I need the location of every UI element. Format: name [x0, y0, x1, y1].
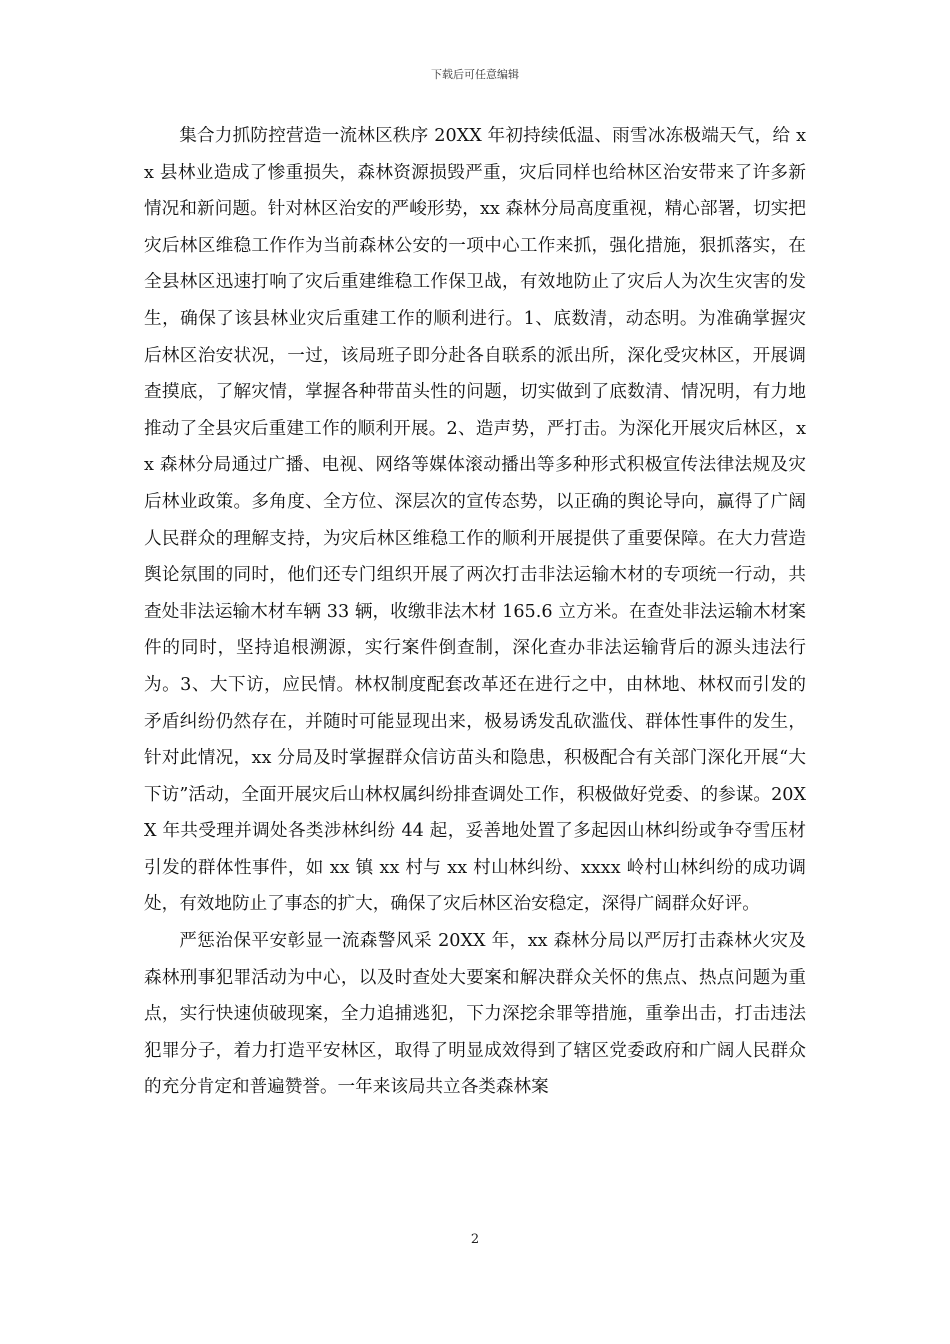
- body-paragraph: 集合力抓防控营造一流林区秩序 20XX 年初持续低温、雨雪冰冻极端天气，给 xx 县林业造成了惨重损失，森林资源损毁严重，灾后同样也给林区治安带来了许多新情况和新问题。针对林区治安的严峻形势，xx 森林分局高度重视，精心部署，切实把灾后林区维稳工作作为当前森林公安的一项中心工作来抓，强化措施，狠抓落实，在全县林区迅速打响了灾后重建维稳工作保卫战，有效地防止了灾后人为次生灾害的发生，确保了该县林业灾后重建工作的顺利进行。1、底数清，动态明。为准确掌握灾后林区治安状况，一过，该局班子即分赴各自联系的派出所，深化受灾林区，开展调查摸底，了解灾情，掌握各种带苗头性的问题，切实做到了底数清、情况明，有力地推动了全县灾后重建工作的顺利开展。2、造声势，严打击。为深化开展灾后林区，xx 森林分局通过广播、电视、网络等媒体滚动播出等多种形式积极宣传法律法规及灾后林业政策。多角度、全方位、深层次的宣传态势，以正确的舆论导向，赢得了广阔人民群众的理解支持，为灾后林区维稳工作的顺利开展提供了重要保障。在大力营造舆论氛围的同时，他们还专门组织开展了两次打击非法运输木材的专项统一行动，共查处非法运输木材车辆 33 辆，收缴非法木材 165.6 立方米。在查处非法运输木材案件的同时，坚持追根溯源，实行案件倒查制，深化查办非法运输背后的源头违法行为。3、大下访，应民情。林权制度配套改革还在进行之中，由林地、林权而引发的矛盾纠纷仍然存在，并随时可能显现出来，极易诱发乱砍滥伐、群体性事件的发生，针对此情况，xx 分局及时掌握群众信访苗头和隐患，积极配合有关部门深化开展“大下访”活动，全面开展灾后山林权属纠纷排查调处工作，积极做好党委、的参谋。20XX 年共受理并调处各类涉林纠纷 44 起，妥善地处置了多起因山林纠纷或争夺雪压材引发的群体性事件，如 xx 镇 xx 村与 xx 村山林纠纷、xxxx 岭村山林纠纷的成功调处，有效地防止了事态的扩大，确保了灾后林区治安稳定，深得广阔群众好评。: [144, 126, 806, 915]
- document-body: [144, 118, 806, 1106]
- page-header: 下载后可任意编辑: [431, 68, 519, 81]
- body-paragraph: 严惩治保平安彰显一流森警风采 20XX 年，xx 森林分局以严厉打击森林火灾及森林刑事犯罪活动为中心，以及时查处大要案和解决群众关怀的焦点、热点问题为重点，实行快速侦破现案，全力追捕逃犯，下力深挖余罪等措施，重拳出击，打击违法犯罪分子，着力打造平安林区，取得了明显成效得到了辖区党委政府和广阔人民群众的充分肯定和普遍赞誉。一年来该局共立各类森林案: [144, 931, 806, 1098]
- page-number: 2: [470, 1232, 480, 1247]
